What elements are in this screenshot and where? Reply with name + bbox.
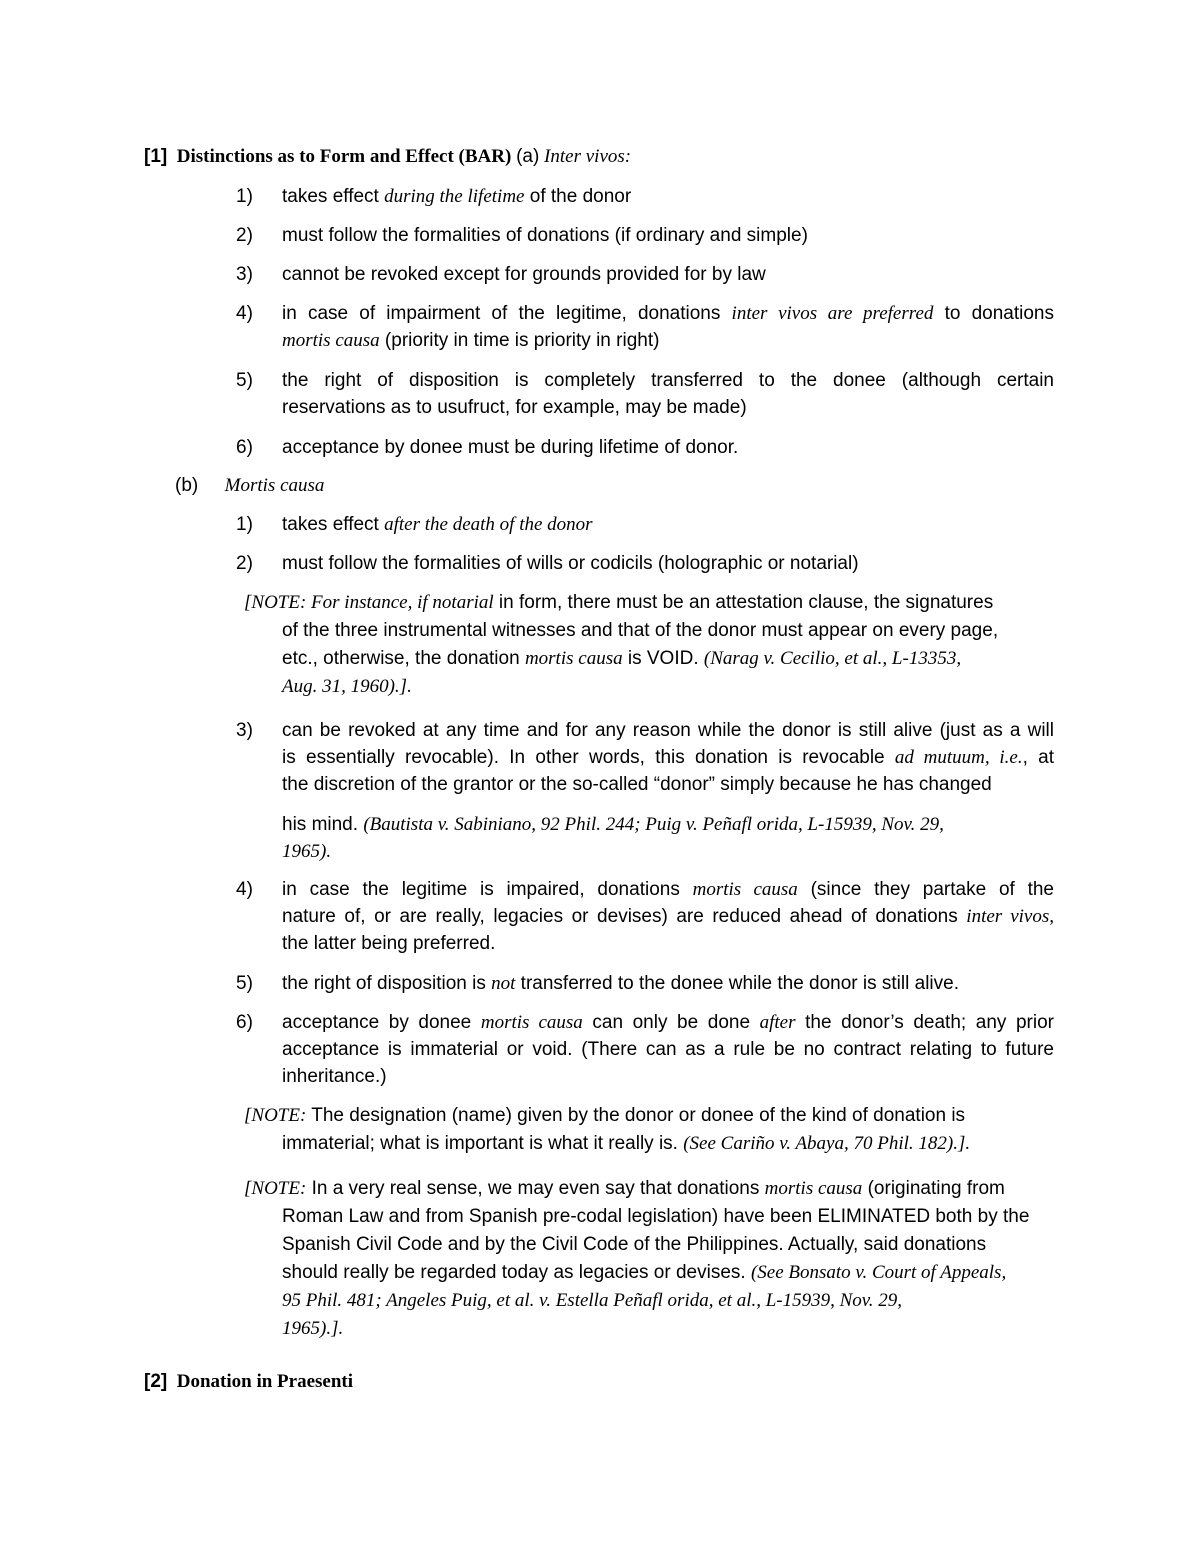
note-citation: (See Bonsato v. Court of Appeals, [750, 1262, 1007, 1283]
sub-b-label: (b) [175, 475, 199, 496]
section-1-title: Distinctions as to Form and Effect (BAR) [176, 146, 512, 167]
note-text: etc., otherwise, the donation [282, 648, 525, 669]
item-emphasis: inter vivos, [966, 906, 1054, 927]
item-text: the right of disposition is completely transferred to the donee (although certain [282, 370, 1054, 391]
item-emphasis: inter vivos are preferred [731, 303, 934, 324]
sub-b-heading [175, 472, 324, 499]
item-number: 1) [236, 186, 253, 207]
item-text: acceptance is immaterial or void. (There can as a rule be no contract relating to future [282, 1039, 1054, 1060]
item-number: 2) [236, 553, 253, 574]
note-text: in form, there must be an attestation clause, the signatures [493, 592, 994, 613]
note-citation: 95 Phil. 481; Angeles Puig, et al. v. Estella Peñafl orida, et al., L-15939, Nov. 29, [282, 1290, 903, 1311]
item-text: transferred to the donee while the donor is still alive. [515, 973, 959, 994]
item-number: 1) [236, 514, 253, 535]
item-number: 2) [236, 225, 253, 246]
note-3 [244, 1175, 1056, 1343]
item-text: (priority in time is priority in right) [379, 330, 660, 351]
item-text: takes effect [282, 186, 385, 207]
item-text: acceptance by donee [282, 1012, 481, 1033]
item-text: nature of, or are really, legacies or devises) are reduced ahead of donations [282, 906, 967, 927]
section-1-bracket-close: ] [160, 146, 168, 167]
note-1 [244, 589, 1056, 701]
item-text: , at [1022, 747, 1054, 768]
section-2-title: Donation in Praesenti [176, 1371, 354, 1392]
item-emphasis: after [759, 1012, 796, 1033]
item-text: of the donor [524, 186, 632, 207]
item-text: the donor’s death; any prior [795, 1012, 1054, 1033]
sub-a-title: Inter vivos: [544, 146, 632, 167]
item-text: the latter being preferred. [282, 933, 496, 954]
item-text: can only be done [582, 1012, 760, 1033]
item-text: (since they partake of the [797, 879, 1054, 900]
section-1-bracket-open: [ [144, 146, 151, 167]
mortis-item-6 [236, 1009, 1056, 1093]
note-citation: Aug. 31, 1960).]. [282, 676, 412, 697]
note-text: of the three instrumental witnesses and that of the donor must appear on every page, [282, 620, 999, 641]
note-citation: (See Cariño v. Abaya, 70 Phil. 182).]. [683, 1133, 971, 1154]
item-emphasis: during the lifetime [384, 186, 525, 207]
item-text: must follow the formalities of donations (if ordinary and simple) [282, 225, 808, 246]
item-emphasis: mortis causa [282, 330, 380, 351]
item-text: to donations [933, 303, 1054, 324]
item-emphasis: not [491, 973, 516, 994]
note-lead: [NOTE: For instance, if notarial [244, 592, 494, 613]
note-lead: [NOTE: [244, 1178, 307, 1199]
note-lead: [NOTE: [244, 1105, 307, 1126]
item-number: 3) [236, 720, 253, 741]
note-text: Spanish Civil Code and by the Civil Code of the Philippines. Actually, said donations [282, 1234, 987, 1255]
item-emphasis: ad mutuum, i.e. [894, 747, 1023, 768]
item-number: 5) [236, 370, 253, 391]
item-number: 6) [236, 1012, 253, 1033]
section-2-number: 2 [150, 1371, 161, 1392]
note-text: is VOID. [622, 648, 704, 669]
item-text: is essentially revocable). In other words, this donation is revocable [282, 747, 895, 768]
mortis-item-3 [236, 717, 1056, 862]
item-text: in case the legitime is impaired, donations [282, 879, 693, 900]
note-citation: (Narag v. Cecilio, et al., L-13353, [703, 648, 962, 669]
note-2 [244, 1102, 1056, 1158]
note-emphasis: mortis causa [524, 648, 623, 669]
item-number: 5) [236, 973, 253, 994]
item-text: in case of impairment of the legitime, donations [282, 303, 732, 324]
note-citation: 1965).]. [282, 1318, 344, 1339]
item-text: takes effect [282, 514, 385, 535]
section-1-heading [144, 146, 631, 168]
note-text: In a very real sense, we may even say that donations [306, 1178, 765, 1199]
item-text: his mind. [282, 814, 364, 835]
item-number: 3) [236, 264, 253, 285]
item-text: the right of disposition is [282, 973, 492, 994]
sub-a-label: (a) [516, 146, 540, 167]
item-emphasis: mortis causa [692, 879, 798, 900]
section-1-number: 1 [150, 146, 161, 167]
item-text: can be revoked at any time and for any reason while the donor is still alive (just as a will [282, 720, 1054, 741]
inter-vivos-item-4 [236, 300, 1056, 356]
item-number: 4) [236, 303, 253, 324]
item-text: must follow the formalities of wills or codicils (holographic or notarial) [282, 553, 859, 574]
item-text: reservations as to usufruct, for example, may be made) [282, 397, 747, 418]
inter-vivos-item-5 [236, 367, 1056, 423]
mortis-item-4 [236, 876, 1056, 960]
note-text: The designation (name) given by the donor or donee of the kind of donation is [306, 1105, 966, 1126]
section-2-bracket-close: ] [160, 1371, 168, 1392]
item-number: 6) [236, 437, 253, 458]
note-emphasis: mortis causa [764, 1178, 863, 1199]
sub-b-title: Mortis causa [224, 475, 325, 496]
item-emphasis: mortis causa [480, 1012, 583, 1033]
item-emphasis: after the death of the donor [384, 514, 593, 535]
item-text: acceptance by donee must be during lifetime of donor. [282, 437, 739, 458]
item-text: inheritance.) [282, 1066, 387, 1087]
note-text: immaterial; what is important is what it really is. [282, 1133, 684, 1154]
item-text: the discretion of the grantor or the so-called “donor” simply because he has changed [282, 774, 992, 795]
item-text: cannot be revoked except for grounds provided for by law [282, 264, 766, 285]
item-number: 4) [236, 879, 253, 900]
note-text: should really be regarded today as legacies or devises. [282, 1262, 751, 1283]
item-citation: 1965). [282, 841, 332, 862]
section-2-heading [144, 1371, 353, 1393]
item-citation: (Bautista v. Sabiniano, 92 Phil. 244; Puig v. Peñafl orida, L-15939, Nov. 29, [363, 814, 944, 835]
note-text: (originating from [862, 1178, 1005, 1199]
note-text: Roman Law and from Spanish pre-codal legislation) have been ELIMINATED both by the [282, 1206, 1030, 1227]
section-2-bracket-open: [ [144, 1371, 151, 1392]
